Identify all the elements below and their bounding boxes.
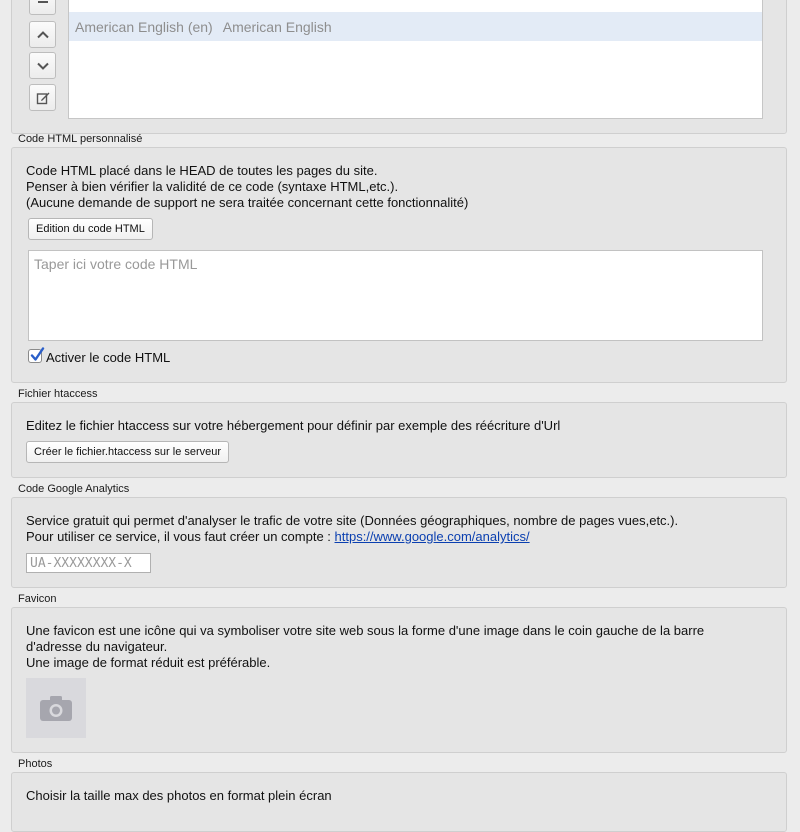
activate-html-checkbox[interactable] [28,349,42,363]
language-code-label: American English (en) [75,18,213,35]
photos-section-title: Photos [18,758,53,770]
chevron-up-icon [36,28,50,42]
edit-html-code-button[interactable]: Edition du code HTML [28,218,153,240]
language-name: American English [222,18,332,35]
analytics-id-input[interactable]: UA-XXXXXXXX-X [26,553,151,573]
analytics-description-line1: Service gratuit qui permet d'analyser le trafic de votre site (Données géographiques, nombre de pages vues,etc.). [26,513,679,528]
favicon-upload-tile[interactable] [26,678,86,738]
checkmark-icon [29,347,45,363]
analytics-section-title: Code Google Analytics [18,483,130,495]
move-down-button[interactable] [29,52,56,79]
favicon-section-title: Favicon [18,593,57,605]
create-htaccess-button[interactable]: Créer le fichier.htaccess sur le serveur [26,441,229,463]
minus-icon [36,0,50,9]
htaccess-description: Editez le fichier htaccess sur votre hébergement pour définir par exemple des réécriture d'Url [26,418,561,433]
language-row-selected[interactable] [69,12,762,41]
favicon-description-line2: d'adresse du navigateur. [26,639,168,654]
html-section-title: Code HTML personnalisé [18,133,143,145]
html-code-textarea[interactable]: Taper ici votre code HTML [28,250,763,341]
language-list[interactable] [68,0,763,119]
remove-language-button[interactable] [29,0,56,15]
edit-icon [36,91,50,105]
favicon-description-line3: Une image de format réduit est préférable. [26,655,271,670]
analytics-line2-prefix: Pour utiliser ce service, il vous faut créer un compte : [26,529,335,544]
html-description-line3: (Aucune demande de support ne sera traitée concernant cette fonctionnalité) [26,195,469,210]
analytics-description-line2 [26,529,530,545]
activate-html-label[interactable]: Activer le code HTML [46,350,171,365]
chevron-down-icon [36,59,50,73]
html-description-line2: Penser à bien vérifier la validité de ce code (syntaxe HTML,etc.). [26,179,399,194]
htaccess-section-panel [11,402,787,478]
photos-description: Choisir la taille max des photos en format plein écran [26,788,332,803]
move-up-button[interactable] [29,21,56,48]
google-analytics-link[interactable]: https://www.google.com/analytics/ [334,529,530,544]
favicon-description-line1: Une favicon est une icône qui va symboliser votre site web sous la forme d'une image dans le coin gauche de la barre [26,623,705,638]
htaccess-section-title: Fichier htaccess [18,388,98,400]
html-description-line1: Code HTML placé dans le HEAD de toutes les pages du site. [26,163,378,178]
edit-language-button[interactable] [29,84,56,111]
camera-icon [39,694,73,722]
